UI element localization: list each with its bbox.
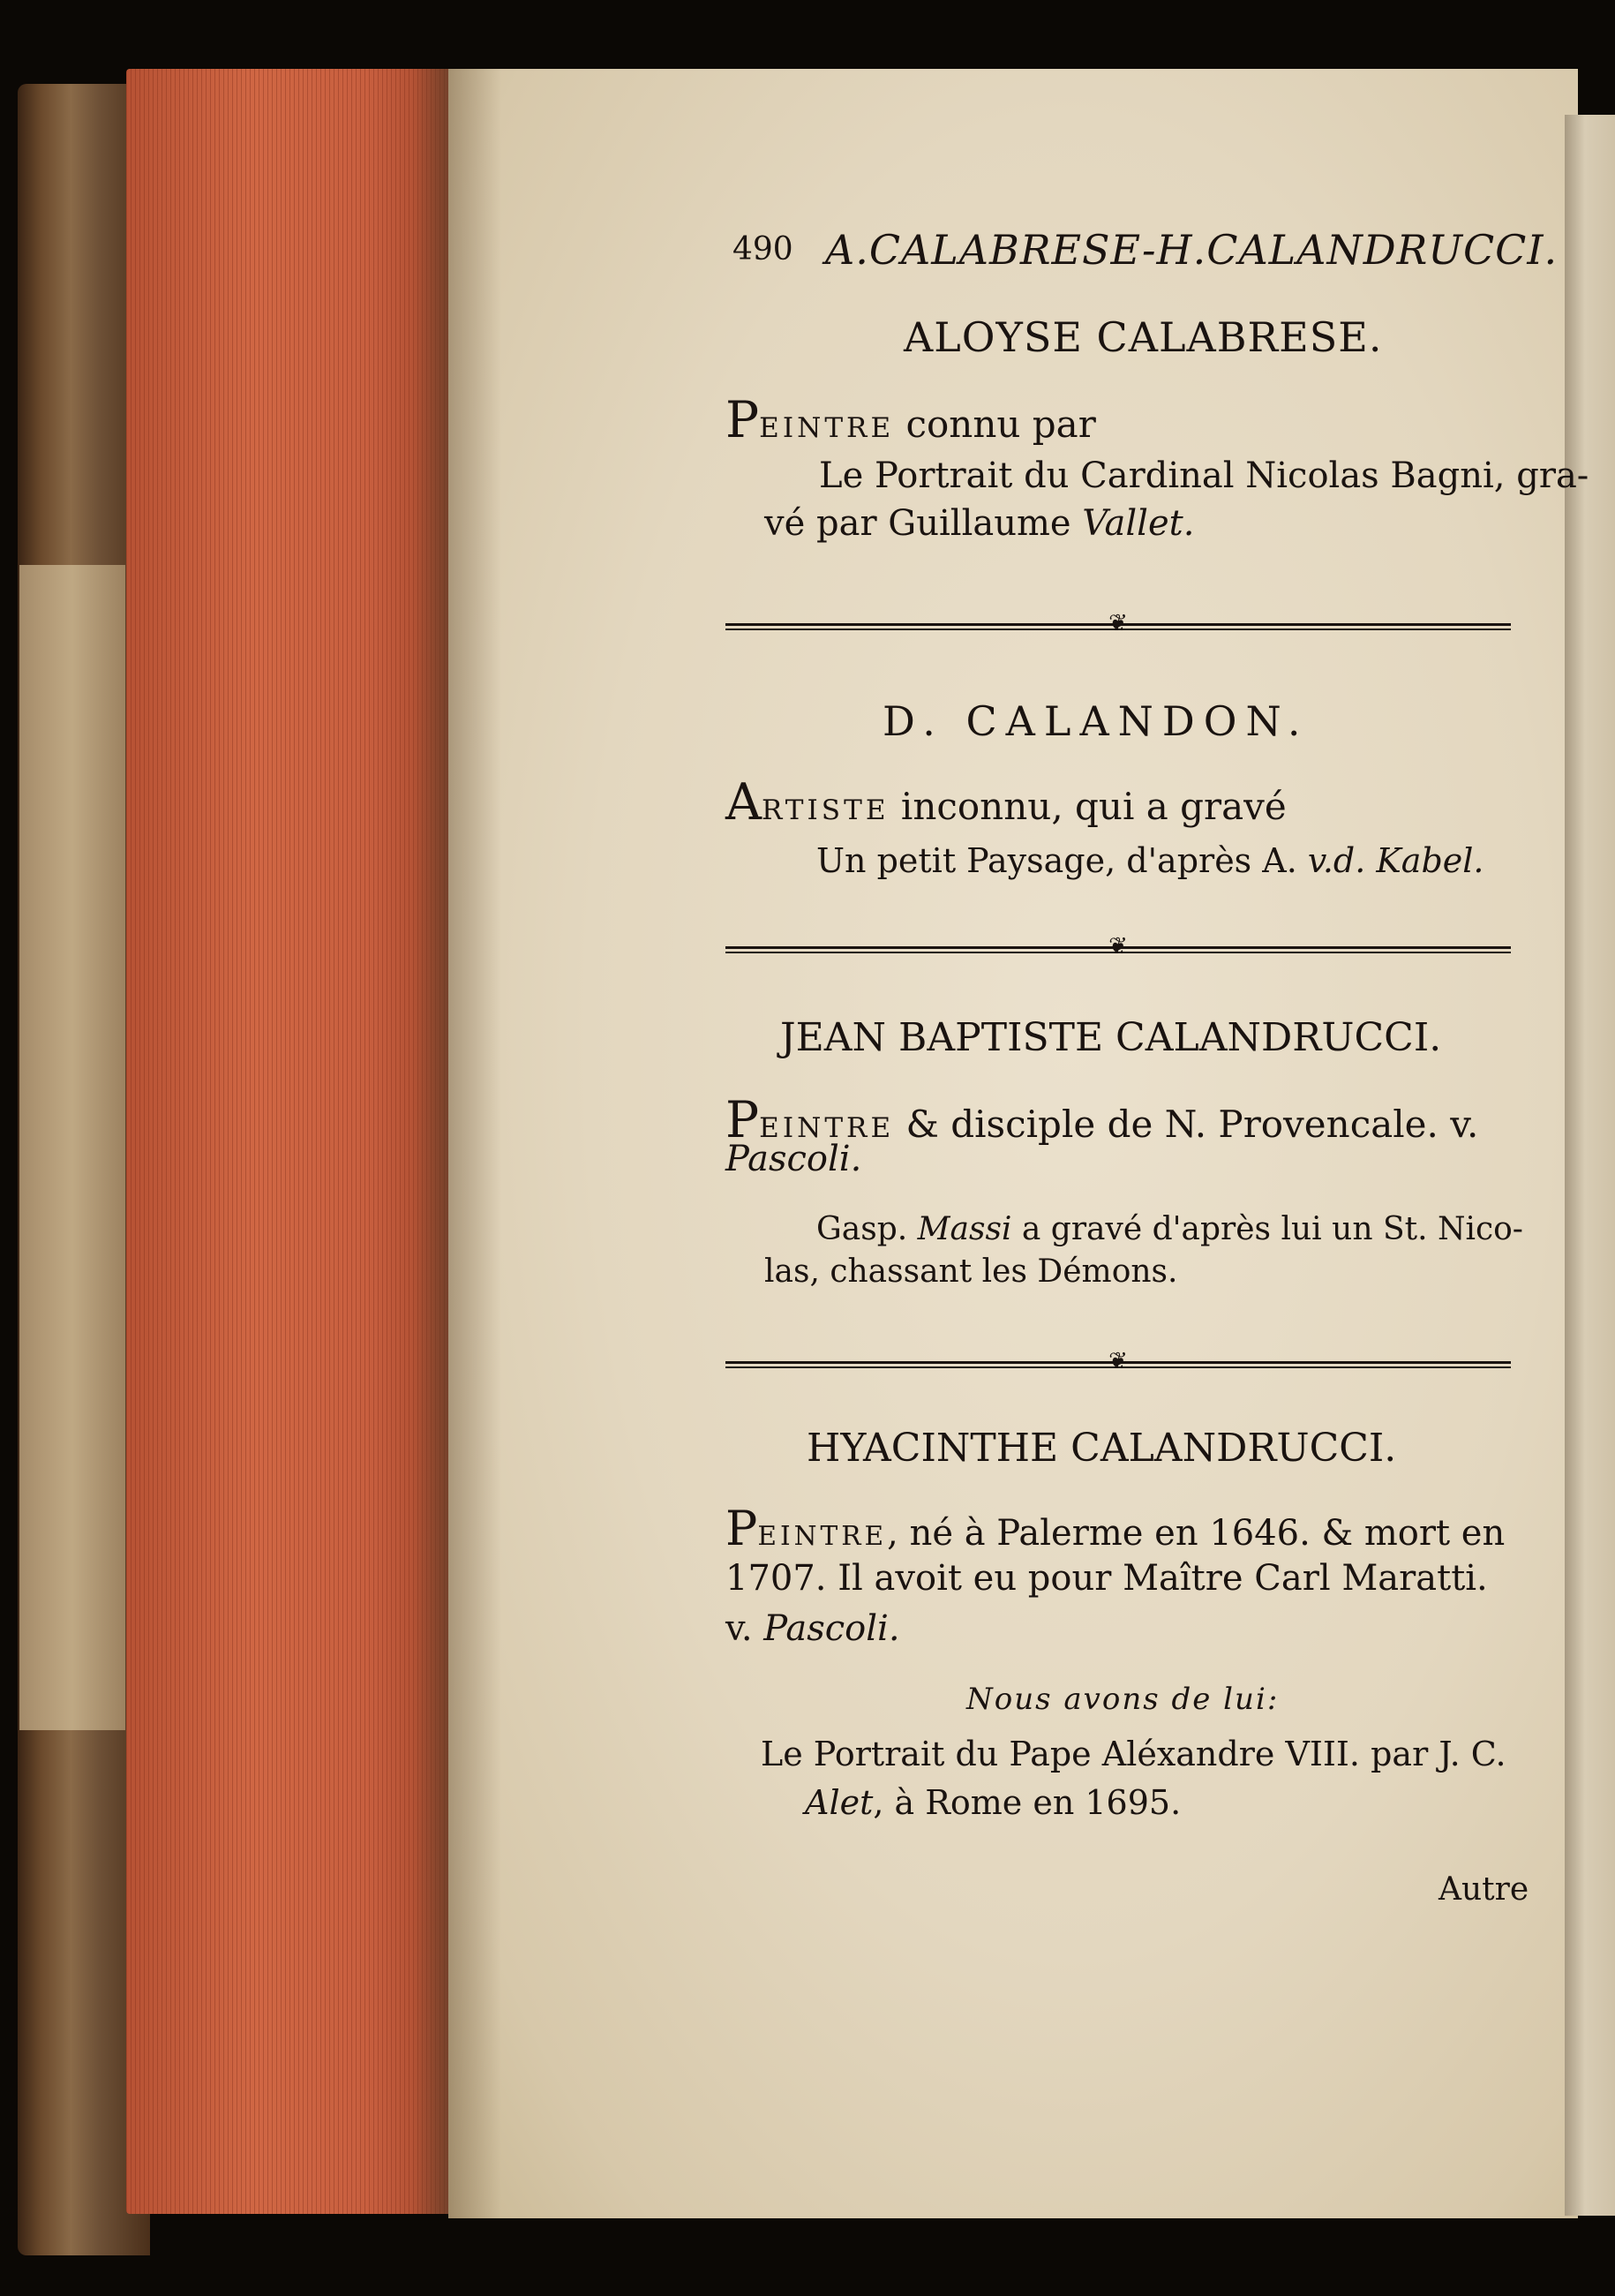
text: & disciple de N. Provencale. v. — [894, 1103, 1479, 1146]
italic: Pascoli. — [763, 1608, 900, 1649]
entry-title: D. CALANDON. — [883, 697, 1310, 745]
text: Gasp. — [816, 1211, 918, 1247]
entry-line — [761, 1735, 1506, 1773]
italic: Massi — [917, 1211, 1012, 1247]
text: Le Portrait du Pape Aléxandre VIII. par J. C. — [761, 1735, 1506, 1773]
ornamental-rule — [725, 933, 1511, 960]
page-number: 490 — [732, 231, 793, 267]
entry-line — [725, 1608, 900, 1649]
italic: v.d. Kabel. — [1307, 841, 1484, 880]
entry-line — [725, 1139, 861, 1179]
entry-line — [725, 1558, 1488, 1599]
entry-line — [725, 391, 1096, 449]
smallcaps: EINTRE — [759, 1112, 895, 1144]
smallcaps: EINTRE — [759, 412, 895, 444]
ornamental-rule — [725, 610, 1511, 636]
entry-line — [725, 773, 1287, 832]
text: las, chassant les Démons. — [764, 1253, 1178, 1290]
initial: P — [725, 1091, 760, 1149]
initial: P — [725, 391, 760, 449]
entry-line — [764, 1253, 1177, 1290]
entry-line — [805, 1783, 1181, 1822]
smallcaps: EINTRE — [757, 1521, 888, 1551]
entry-title: ALOYSE CALABRESE. — [904, 313, 1383, 361]
entry-line — [816, 1211, 1523, 1247]
page-edges-red — [126, 69, 448, 2214]
text: Le Portrait du Cardinal Nicolas Bagni, gra- — [819, 455, 1589, 496]
text: v. — [725, 1608, 764, 1649]
catchword: Autre — [1438, 1871, 1529, 1908]
entry-line — [819, 455, 1589, 496]
entry-line — [764, 503, 1194, 544]
ornament-icon: ❦ — [1108, 933, 1128, 960]
text: , né à Palerme en 1646. & mort en — [887, 1513, 1506, 1554]
entry-title: JEAN BAPTISTE CALANDRUCCI. — [780, 1015, 1442, 1060]
italic: Vallet. — [1082, 503, 1195, 544]
initial: P — [725, 1501, 758, 1556]
text: 1707. Il avoit eu pour Maître Carl Maratti. — [725, 1558, 1488, 1599]
smallcaps: RTISTE — [761, 794, 890, 826]
entry-line — [725, 1501, 1505, 1556]
text: , à Rome en 1695. — [873, 1783, 1182, 1822]
text: vé par Guillaume — [764, 503, 1083, 544]
text: Un petit Paysage, d'après A. — [816, 841, 1308, 880]
facing-page-edge — [1565, 115, 1615, 2216]
entry-line — [966, 1682, 1279, 1717]
text: inconnu, qui a gravé — [889, 785, 1287, 828]
ornament-icon: ❦ — [1108, 1348, 1128, 1374]
entry-line — [816, 841, 1484, 880]
text: connu par — [894, 403, 1096, 446]
italic: Alet — [805, 1783, 874, 1822]
ornamental-rule — [725, 1348, 1511, 1374]
initial: A — [725, 773, 762, 832]
ornament-icon: ❦ — [1108, 610, 1128, 636]
italic: Nous avons de lui: — [966, 1682, 1280, 1717]
running-title: A.CALABRESE-H.CALANDRUCCI. — [825, 226, 1559, 274]
binding-leather-patch — [19, 565, 125, 1730]
entry-title: HYACINTHE CALANDRUCCI. — [807, 1426, 1397, 1471]
text: a gravé d'après lui un St. Nico- — [1011, 1211, 1523, 1247]
italic: Pascoli. — [725, 1139, 862, 1179]
